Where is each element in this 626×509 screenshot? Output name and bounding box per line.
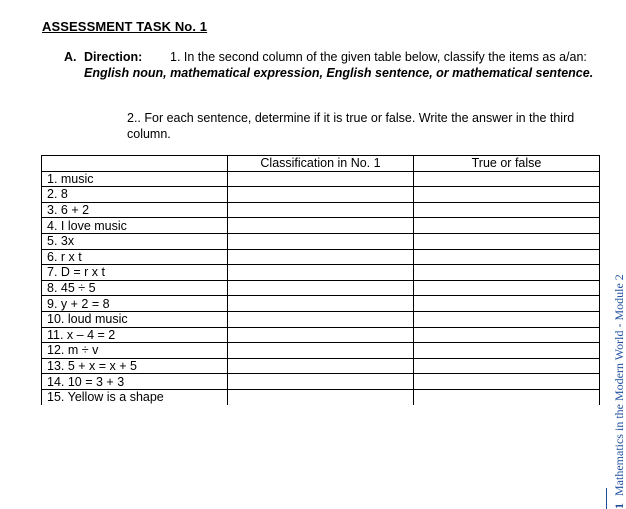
classification-cell[interactable] [228, 358, 414, 374]
true-false-cell[interactable] [414, 296, 600, 312]
table-row [42, 296, 600, 312]
item-cell: 8. 45 ÷ 5 [42, 280, 228, 296]
direction-item-2-text: 2.. For each sentence, determine if it is true or false. Write the answer in the third column. [127, 111, 575, 141]
item-cell: 11. x – 4 = 2 [42, 327, 228, 343]
item-cell: 13. 5 + x = x + 5 [42, 358, 228, 374]
table-row [42, 218, 600, 234]
item-cell: 3. 6 + 2 [42, 202, 228, 218]
direction-block [64, 50, 599, 81]
classification-cell[interactable] [228, 218, 414, 234]
table-row [42, 171, 600, 187]
classification-cell[interactable] [228, 389, 414, 404]
true-false-cell[interactable] [414, 358, 600, 374]
header-classification: Classification in No. 1 [228, 156, 414, 172]
classification-cell[interactable] [228, 296, 414, 312]
true-false-cell[interactable] [414, 374, 600, 390]
item-cell: 6. r x t [42, 249, 228, 265]
task-title: ASSESSMENT TASK No. 1 [42, 19, 208, 34]
header-item [42, 156, 228, 172]
true-false-cell[interactable] [414, 187, 600, 203]
table-row [42, 343, 600, 359]
item-cell: 9. y + 2 = 8 [42, 296, 228, 312]
classification-cell[interactable] [228, 265, 414, 281]
true-false-cell[interactable] [414, 327, 600, 343]
table-row [42, 187, 600, 203]
table-row [42, 233, 600, 249]
true-false-cell[interactable] [414, 343, 600, 359]
table-row [42, 389, 600, 404]
table-header-row [42, 156, 600, 172]
true-false-cell[interactable] [414, 249, 600, 265]
table-row [42, 249, 600, 265]
true-false-cell[interactable] [414, 389, 600, 404]
item-cell: 7. D = r x t [42, 265, 228, 281]
true-false-cell[interactable] [414, 218, 600, 234]
table-row [42, 202, 600, 218]
item-cell: 2. 8 [42, 187, 228, 203]
true-false-cell[interactable] [414, 233, 600, 249]
item-cell: 5. 3x [42, 233, 228, 249]
classification-cell[interactable] [228, 202, 414, 218]
side-footer-text [612, 222, 626, 509]
direction-item-1-text: 1. In the second column of the given table below, classify the items as a/an: [170, 50, 587, 64]
item-cell: 14. 10 = 3 + 3 [42, 374, 228, 390]
table-row [42, 265, 600, 281]
item-cell: 4. I love music [42, 218, 228, 234]
classification-cell[interactable] [228, 280, 414, 296]
classification-cell[interactable] [228, 249, 414, 265]
classification-cell[interactable] [228, 233, 414, 249]
true-false-cell[interactable] [414, 280, 600, 296]
header-true-or-false: True or false [414, 156, 600, 172]
true-false-cell[interactable] [414, 171, 600, 187]
item-cell: 15. Yellow is a shape [42, 389, 228, 404]
item-cell: 12. m ÷ v [42, 343, 228, 359]
classification-cell[interactable] [228, 171, 414, 187]
direction-row [64, 50, 599, 66]
table-row [42, 311, 600, 327]
item-cell: 1. music [42, 171, 228, 187]
module-title: Mathematics in the Modern World - Module 2 [612, 274, 626, 496]
classification-cell[interactable] [228, 187, 414, 203]
footer-divider [606, 488, 607, 509]
page-number: 1 [612, 503, 626, 509]
classification-cell[interactable] [228, 374, 414, 390]
item-cell: 10. loud music [42, 311, 228, 327]
true-false-cell[interactable] [414, 265, 600, 281]
table-row [42, 358, 600, 374]
assessment-table [41, 155, 600, 405]
table-row [42, 374, 600, 390]
direction-letter: A. [64, 50, 77, 64]
classification-cell[interactable] [228, 311, 414, 327]
table-row [42, 327, 600, 343]
true-false-cell[interactable] [414, 311, 600, 327]
classification-cell[interactable] [228, 327, 414, 343]
true-false-cell[interactable] [414, 202, 600, 218]
side-footer [612, 222, 626, 509]
table-row [42, 280, 600, 296]
classification-cell[interactable] [228, 343, 414, 359]
direction-item-1-emphasis: English noun, mathematical expression, English sentence, or mathematical sentence. [84, 65, 594, 80]
direction-label: Direction: [84, 50, 143, 64]
